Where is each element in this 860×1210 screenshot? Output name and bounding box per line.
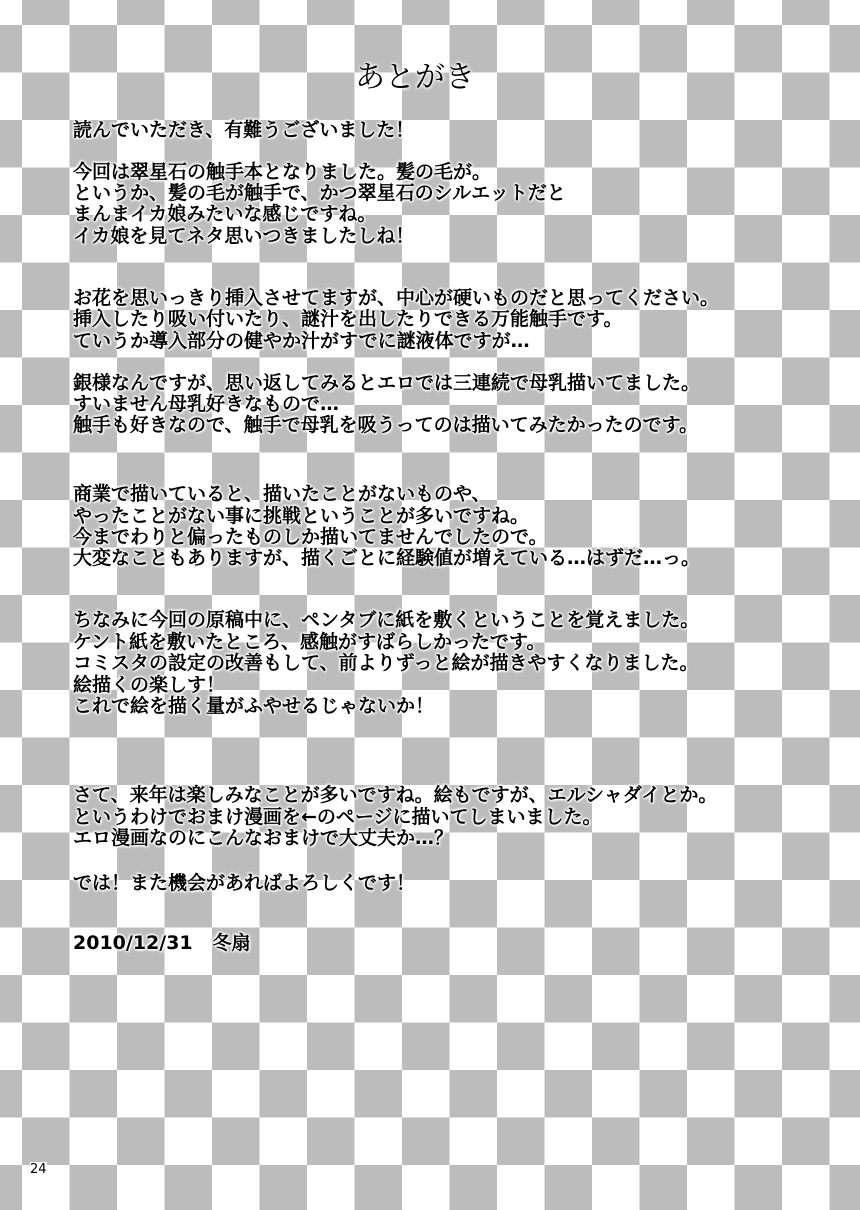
page-title: あとがき: [355, 60, 475, 95]
text-line: 絵描くの楽しす！: [73, 674, 226, 696]
text-line: すいません母乳好きなもので…: [73, 393, 340, 415]
text-line: コミスタの設定の改善もして、前よりずっと絵が描きやすくなりました。: [73, 652, 699, 674]
text-line: エロ漫画なのにこんなおまけで大丈夫か…？: [73, 827, 454, 849]
text-line: 銀様なんですが、思い返してみるとエロでは三連続で母乳描いてました。: [73, 372, 701, 394]
text-line: というか、髪の毛が触手で、かつ翠星石のシルエットだと: [73, 182, 566, 204]
text-line: これで絵を描く量がふやせるじゃないか！: [73, 695, 435, 717]
text-line: 挿入したり吸い付いたり、謎汁を出したりできる万能触手です。: [73, 308, 623, 330]
text-line: というわけでおまけ漫画を←のページに描いてしまいました。: [73, 806, 602, 828]
signature-author: 冬扇: [212, 932, 251, 954]
text-line: まんまイカ娘みたいな感じですね。: [73, 203, 377, 225]
text-line: さて、来年は楽しみなことが多いですね。絵もですが、エルシャダイとか。: [73, 784, 718, 806]
text-line: 触手も好きなので、触手で母乳を吸うってのは描いてみたかったのです。: [73, 414, 699, 436]
text-line: 読んでいただき、有難うございました！: [73, 119, 415, 141]
text-line: 今までわりと偏ったものしか描いてませんでしたので。: [73, 526, 548, 548]
signature-date: 2010/12/31: [73, 932, 193, 954]
text-line: ちなみに今回の原稿中に、ペンタブに紙を敷くということを覚えました。: [73, 609, 700, 631]
text-line: 大変なこともありますが、描くごとに経験値が増えている…はずだ…っ。: [73, 547, 701, 569]
text-line: 商業で描いていると、描いたことがないものや、: [73, 483, 491, 505]
text-line: イカ娘を見てネタ思いつきましたしね！: [73, 225, 415, 247]
text-line: 今回は翠星石の触手本となりました。髪の毛が。: [73, 161, 492, 183]
signature-line: [73, 932, 251, 954]
text-line: やったことがない事に挑戦ということが多いですね。: [73, 505, 530, 527]
text-line: では！また機会があればよろしくです！: [73, 872, 416, 894]
text-line: ていうか導入部分の健やか汁がすでに謎液体ですが…: [73, 330, 530, 352]
text-line: ケント紙を敷いたところ、感触がすばらしかったです。: [73, 631, 546, 653]
text-line: お花を思いっきり挿入させてますが、中心が硬いものだと思ってください。: [73, 287, 720, 309]
page-number: 24: [30, 1162, 47, 1177]
